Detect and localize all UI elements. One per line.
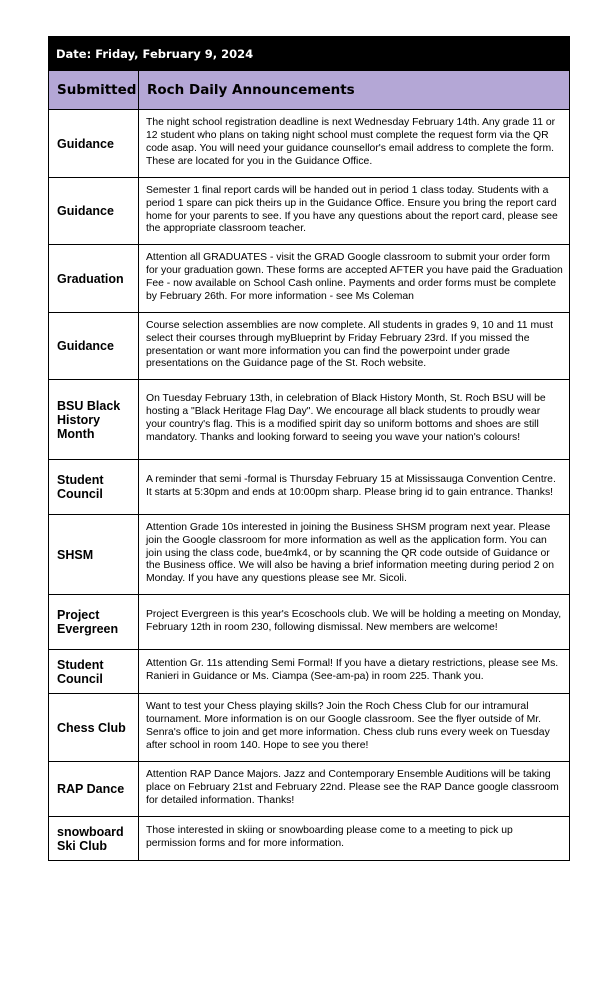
- announcements-table: [48, 36, 570, 861]
- submitted-by: snowboard Ski Club: [49, 817, 139, 861]
- submitted-by: Graduation: [49, 245, 139, 313]
- table-row: [49, 313, 570, 380]
- announcement-text: On Tuesday February 13th, in celebration of Black History Month, St. Roch BSU will be hosting a "Black Heritage Flag Day". We encourage all black students to proudly wear your country's flag. This is a modified spirit day so uniform bottoms and shoes are still mandatory. Thanks and looking forward to seeing you wave your nation's colours!: [139, 380, 570, 460]
- announcement-text: Project Evergreen is this year's Ecoschools club. We will be holding a meeting on Monday, February 12th in room 230, following dismissal. New members are welcome!: [139, 595, 570, 650]
- announcement-text: Attention Grade 10s interested in joining the Business SHSM program next year. Please join the Google classroom for more information as well as the application form. You can join using the class code, bue4mk4, or by scanning the QR code outside of Guidance or the Business office. We will also be having a brief information meeting during period 2 on Monday. If you have any questions please see Mr. Sicoli.: [139, 515, 570, 595]
- submitted-by: Guidance: [49, 178, 139, 245]
- submitted-by: Student Council: [49, 650, 139, 694]
- table-row: [49, 762, 570, 817]
- submitted-by: RAP Dance: [49, 762, 139, 817]
- date-header: Date: Friday, February 9, 2024: [49, 37, 570, 71]
- submitted-by: Guidance: [49, 110, 139, 178]
- date-row: [49, 37, 570, 71]
- announcement-text: Course selection assemblies are now complete. All students in grades 9, 10 and 11 must select their courses through myBlueprint by Friday February 23rd. If you missed the presentation or want more information you can find the powerpoint under grade presentations on the Guidance page of the St. Roch website.: [139, 313, 570, 380]
- announcement-text: A reminder that semi -formal is Thursday February 15 at Mississauga Convention Centre. It starts at 5:30pm and ends at 10:00pm sharp. Please bring id to gain entrance. Thanks!: [139, 460, 570, 515]
- table-row: [49, 245, 570, 313]
- announcements-column-header: Roch Daily Announcements: [139, 71, 570, 110]
- table-row: [49, 460, 570, 515]
- announcement-text: Those interested in skiing or snowboarding please come to a meeting to pick up permission forms and for more information.: [139, 817, 570, 861]
- column-header-row: [49, 71, 570, 110]
- table-row: [49, 178, 570, 245]
- table-row: [49, 515, 570, 595]
- submitted-by: Guidance: [49, 313, 139, 380]
- submitted-by: Student Council: [49, 460, 139, 515]
- announcement-text: Attention RAP Dance Majors. Jazz and Contemporary Ensemble Auditions will be taking place on February 21st and February 22nd. Please see the RAP Dance google classroom for detailed information. Thanks!: [139, 762, 570, 817]
- announcement-text: Semester 1 final report cards will be handed out in period 1 class today. Students with a period 1 spare can pick theirs up in the Guidance Office. Ensure you bring the report card home for your parents to see. If you have any questions about the report card, please see the appropriate classroom teacher.: [139, 178, 570, 245]
- table-row: [49, 694, 570, 762]
- table-row: [49, 110, 570, 178]
- table-row: [49, 817, 570, 861]
- submitted-column-header: Submitted: [49, 71, 139, 110]
- submitted-by: BSU Black History Month: [49, 380, 139, 460]
- announcement-text: Attention all GRADUATES - visit the GRAD Google classroom to submit your order form for your graduation gown. These forms are accepted AFTER you have paid the Graduation Fee - now available on School Cash online. Payments and order forms must be complete by February 26th. For more information - see Ms Coleman: [139, 245, 570, 313]
- submitted-by: Chess Club: [49, 694, 139, 762]
- table-row: [49, 595, 570, 650]
- announcement-text: Attention Gr. 11s attending Semi Formal! If you have a dietary restrictions, please see Ms. Ranieri in Guidance or Ms. Ciampa (See-am-pa) in room 225. Thank you.: [139, 650, 570, 694]
- submitted-by: Project Evergreen: [49, 595, 139, 650]
- announcement-text: Want to test your Chess playing skills? Join the Roch Chess Club for our intramural tournament. More information is on our Google classroom. See the flyer outside of Mr. Senra's office to join and get more information. Chess club runs every week on Tuesday after school in room 140. Hope to see you there!: [139, 694, 570, 762]
- announcement-text: The night school registration deadline is next Wednesday February 14th. Any grade 11 or 12 student who plans on taking night school must complete the request form via the QR code asap. You will need your guidance counsellor's email address to complete the form. These are located for you in the Guidance Office.: [139, 110, 570, 178]
- submitted-by: SHSM: [49, 515, 139, 595]
- table-row: [49, 380, 570, 460]
- announcements-sheet: [48, 36, 570, 861]
- table-row: [49, 650, 570, 694]
